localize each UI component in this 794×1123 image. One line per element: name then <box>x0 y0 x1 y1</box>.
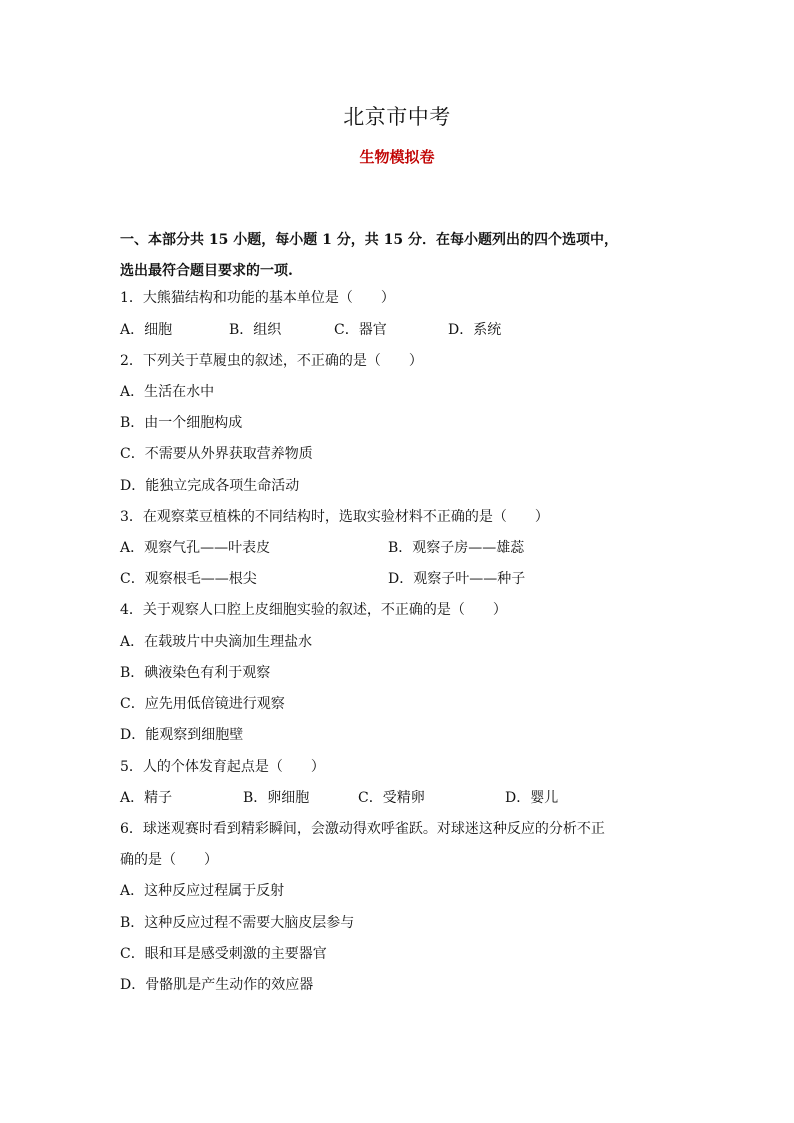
question-1-option-d: D．系统 <box>448 322 502 338</box>
question-6-option-d: D．骨骼肌是产生动作的效应器 <box>120 977 314 993</box>
page-subtitle: 生物模拟卷 <box>359 148 435 166</box>
question-6-option-a: A．这种反应过程属于反射 <box>120 883 285 899</box>
question-3-option-b: B．观察子房——雄蕊 <box>388 540 525 556</box>
question-5-option-a: A．精子 <box>120 790 173 806</box>
question-2-option-a: A．生活在水中 <box>120 384 215 400</box>
question-4-option-c: C．应先用低倍镜进行观察 <box>120 696 285 712</box>
question-6-option-b: B．这种反应过程不需要大脑皮层参与 <box>120 915 355 931</box>
question-5-option-c: C．受精卵 <box>358 790 425 806</box>
question-5-option-d: D．婴儿 <box>505 790 559 806</box>
question-6-stem-line-2: 确的是（ ） <box>120 852 218 868</box>
question-1-stem: 1．大熊猫结构和功能的基本单位是（ ） <box>120 290 395 306</box>
question-1-option-b: B．组织 <box>229 322 282 338</box>
question-3-stem: 3．在观察菜豆植株的不同结构时，选取实验材料不正确的是（ ） <box>120 509 549 525</box>
question-6-option-c: C．眼和耳是感受刺激的主要器官 <box>120 946 327 962</box>
question-2-option-c: C．不需要从外界获取营养物质 <box>120 446 313 462</box>
section-heading-line-2: 选出最符合题目要求的一项. <box>120 263 293 279</box>
question-3-option-a: A．观察气孔——叶表皮 <box>120 540 271 556</box>
section-heading <box>120 225 680 287</box>
section-heading-line-1: 一、本部分共 15 小题，每小题 1 分，共 15 分．在每小题列出的四个选项中， <box>120 232 618 248</box>
question-2-option-b: B．由一个细胞构成 <box>120 415 243 431</box>
question-4-option-a: A．在载玻片中央滴加生理盐水 <box>120 634 313 650</box>
question-4-option-b: B．碘液染色有利于观察 <box>120 665 271 681</box>
question-3-option-d: D．观察子叶——种子 <box>388 571 526 587</box>
question-5-option-b: B．卵细胞 <box>243 790 310 806</box>
question-1-option-c: C．器官 <box>334 322 387 338</box>
question-2-stem: 2．下列关于草履虫的叙述，不正确的是（ ） <box>120 353 423 369</box>
question-2-option-d: D．能独立完成各项生命活动 <box>120 478 300 494</box>
question-6-stem-line-1: 6．球迷观赛时看到精彩瞬间，会激动得欢呼雀跃。对球迷这种反应的分析不正 <box>120 821 605 837</box>
question-4-stem: 4．关于观察人口腔上皮细胞实验的叙述，不正确的是（ ） <box>120 602 507 618</box>
question-3-option-c: C．观察根毛——根尖 <box>120 571 257 587</box>
question-1-option-a: A．细胞 <box>120 322 173 338</box>
question-5-stem: 5．人的个体发育起点是（ ） <box>120 759 325 775</box>
page-title: 北京市中考 <box>343 105 451 129</box>
question-4-option-d: D．能观察到细胞壁 <box>120 727 244 743</box>
